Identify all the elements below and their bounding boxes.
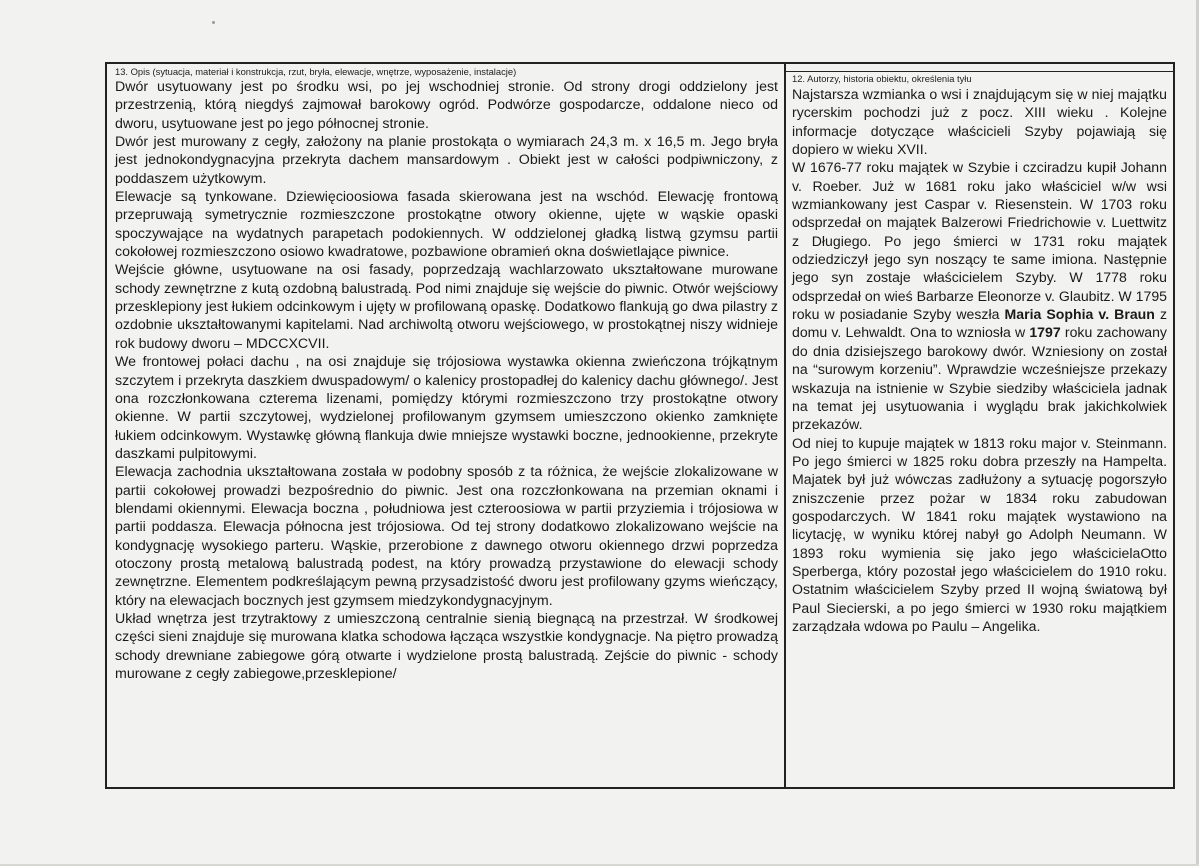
description-paragraph: Wejście główne, usytuowane na osi fasady, poprzedzają wachlarzowato ukształtowane murowane schody zewnętrzne z kutą ozdobną balustradą. Pod nimi znajduje się wejście do piwnic. Otwór wejściowy przesklepiony jest łukiem odcinkowym i ujęty w profilowaną opaskę. Dodatkowo flankują go dwa pilastry z ozdobnie ukształtowanymi kapitelami. Nad archiwoltą otworu wejściowego, w prostokątnej niszy widnieje rok budowy dworu – MDCCXCVII. xyxy=(115,262,778,352)
record-card-table xyxy=(105,62,1175,789)
history-text: z domu v. Lehwaldt. Ona to wzniosła w xyxy=(792,306,1167,341)
description-paragraph: Układ wnętrza jest trzytraktowy z umieszczoną centralnie sienią biegnącą na przestrzał. W środkowej części sieni znajduje się murowana klatka schodowa łącząca wszystkie kondygnacje. Na piętro prowadzą schody drewniane zabiegowe górą otwarte i wydzielone prostą balustradą. Zejście do piwnic - schody murowane z cegły zabiegowe,przesklepione/ xyxy=(115,610,778,682)
history-text: roku zachowany do dnia dzisiejszego barokowy dwór. Wzniesiony on został na “surowym korzeniu”. Wprawdzie wcześniejsze przekazy wskazuja na istnienie w Szybie siedziby właściciela jadnak na temat jej usytuowania i wyglądu brak jakichkolwiek przekazów. xyxy=(792,324,1167,433)
description-column xyxy=(107,64,786,787)
description-paragraph: Dwór usytuowany jest po środku wsi, po jej wschodniej stronie. Od strony drogi oddzielony jest przestrzenią, którą niegdyś zajmował barokowy ogród. Podwórze gospodarcze, oddalone nieco od dworu, usytuowane jest po jego północnej stronie. xyxy=(115,79,778,132)
owner-name-bold: Maria Sophia v. Braun xyxy=(1004,306,1155,323)
description-paragraph: Elewacje są tynkowane. Dziewięcioosiowa fasada skierowana jest na wschód. Elewację frontową przepruwają symetrycznie rozmieszczone prostokątne otwory okienne, ujęte w wąskie opaski spoczywające na wydatnych parapetach podokiennych. W oddzielonej gładką listwą gzymsu partii cokołowej rozmieszczono osiowo kwadratowe, pozbawione obramień okna doświetlające piwnice. xyxy=(115,189,778,261)
description-paragraph: Elewacja zachodnia ukształtowana została w podobny sposób z ta różnica, że wejście zlokalizowane w partii cokołowej prowadzi bezpośrednio do piwnic. Jest ona rozczłonkowana na przemian oknami i blendami okiennymi. Elewacja boczna , południowa jest czteroosiowa w partii przyziemia i trójosiowa w partii poddasza. Elewacja północna jest trójosiowa. Od tej strony dodatkowo zlokalizowano wejście na kondygnację wysokiego parteru. Wąskie, przerobione z dawnego otworu okiennego drzwi poprzedza otoczony prostą metalową balustradą podest, na który prowadzą przystawione do elewacji schody zewnętrzne. Elementem podkreślającym pewną przysadzistość dworu jest profilowany gzyms wieńczący, który na elewacjach bocznych jest gzymsem miedzykondygnacyjnym. xyxy=(115,464,778,609)
history-paragraph: Od niej to kupuje majątek w 1813 roku major v. Steinmann. Po jego śmierci w 1825 roku dobra przeszły na Hampelta. Majatek był już wówczas zadłużony a sytuację pogorszyło zniszczenie przez pożar w 1834 roku zabudowan gospodarczych. W 1841 roku majątek wystawiono na licytację, w wyniku której nabył go Adolph Neumann. W 1893 roku wymienia się jako jego właścicielaOtto Sperberga, który pozostał jego właścicielem do 1910 roku. Ostatnim właścicielem Szyby przed II wojną światową był Paul Siecierski, a po jego śmierci w 1930 roku majątkiem zarządzała wdowa po Paulu – Angelika. xyxy=(792,434,1167,634)
history-paragraph xyxy=(792,158,1167,433)
description-header: 13. Opis (sytuacja, materiał i konstrukcja, rzut, bryła, elewacje, wnętrze, wyposażenie, instalacje) xyxy=(115,66,517,77)
history-text: W 1676-77 roku majątek w Szybie i czciradzu kupił Johann v. Roeber. Już w 1681 roku jako właściciel w/w wsi wzmiankowany jest Caspar v. Riesenstein. W 1703 roku odsprzedał on majątek Balzerowi Friedrichowie v. Luettwitz z Długiego. Po jego śmierci w 1731 roku majątek odziedziczył jego syn noszący te same imiona. Następnie jego syn zostaje właścicielem Szyby. W 1778 roku odsprzedał on wieś Barbarze Eleonorze v. Glaubitz. W 1795 roku w posiadanie Szyby weszła xyxy=(792,159,1167,323)
history-column xyxy=(786,64,1173,787)
build-year-bold: 1797 xyxy=(1029,324,1061,341)
history-paragraph: Najstarsza wzmianka o wsi i znajdującym się w niej majątku rycerskim pochodzi już z pocz. XIII wieku . Kolejne informacje dotyczące właścicieli Szyby pojawiają się dopiero w wieku XVII. xyxy=(792,86,1167,158)
description-paragraph: Dwór jest murowany z cegły, założony na planie prostokąta o wymiarach 24,3 m. x 16,5 m. Jego bryła jest jednokondygnacyjna przekryta dachem mansardowym . Obiekt jest w całości podpiwniczony, z poddaszem użytkowym. xyxy=(115,134,778,187)
scan-speck xyxy=(212,21,215,24)
description-paragraph: We frontowej połaci dachu , na osi znajduje się trójosiowa wystawka okienna zwieńczona trójkątnym szczytem i przekryta daszkiem dwuspadowym/ o kalenicy prostopadłej do kalenicy dachu głównego/. Jest ona rozczłonkowana czterema lizenami, pomiędzy którymi rozmieszczono trzy prostokątne otwory okienne. W partii szczytowej, wydzielonej profilowanym gzymsem umieszczono okienko zamknięte łukiem odcinkowym. Wystawkę główną flankuja dwie mniejsze wystawki boczne, jednookienne, przekryte daszkami pulpitowymi. xyxy=(115,354,778,462)
history-header: 12. Autorzy, historia obiektu, określenia tyłu xyxy=(786,71,1173,85)
